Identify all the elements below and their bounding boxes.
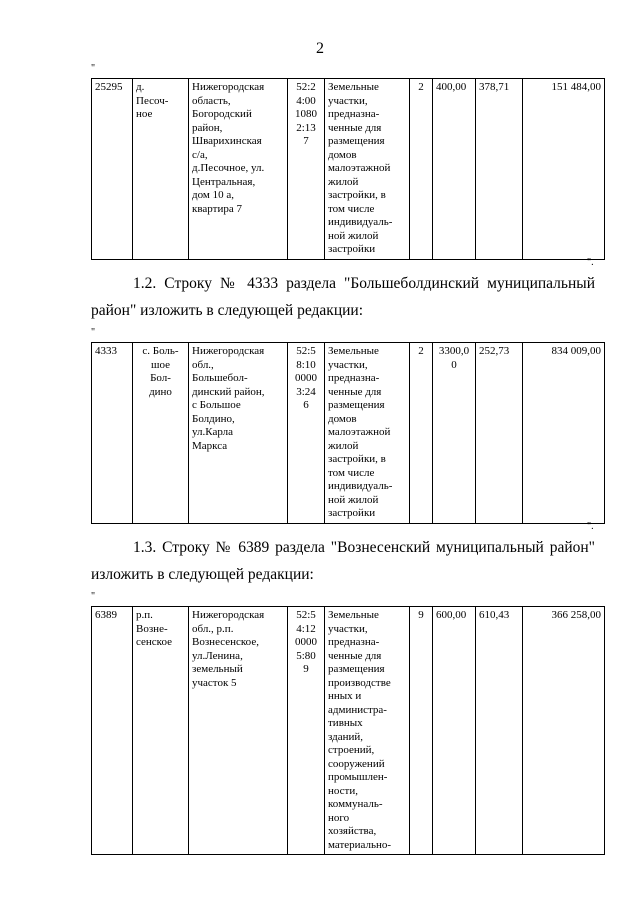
- table-row: [92, 79, 605, 260]
- land-register-table: [91, 78, 605, 260]
- paragraph-1-2: [91, 270, 595, 324]
- land-use: Земельные участки, предназна- ченные для размещения производстве нных и администра- тивных зданий, строений, сооружений промышлен- ности, коммуналь- ного хозяйства, материально-: [325, 607, 410, 855]
- open-quote: ": [91, 63, 96, 74]
- table-row: [92, 607, 605, 855]
- use-group: 2: [410, 79, 433, 260]
- cadastral-value: 151 484,00: [523, 79, 605, 260]
- specific-cadastral-value: 252,73: [476, 343, 523, 524]
- cadastral-number: 52:5 8:10 0000 3:24 6: [288, 343, 325, 524]
- cadastral-value: 834 009,00: [523, 343, 605, 524]
- row-number: 6389: [92, 607, 133, 855]
- area: 600,00: [433, 607, 476, 855]
- area: 400,00: [433, 79, 476, 260]
- address: Нижегородская обл., Большебол- динский район, с Большое Болдино, ул.Карла Маркса: [189, 343, 288, 524]
- land-register-table: [91, 606, 605, 855]
- page-number: 2: [316, 40, 324, 57]
- settlement: р.п. Возне- сенское: [133, 607, 189, 855]
- paragraph-line: 1.3. Строку № 6389 раздела "Вознесенский муниципальный район": [133, 539, 595, 556]
- close-quote: ".: [587, 257, 594, 268]
- cadastral-number: 52:2 4:00 1080 2:13 7: [288, 79, 325, 260]
- address: Нижегородская обл., р.п. Вознесенское, ул.Ленина, земельный участок 5: [189, 607, 288, 855]
- table-row: [92, 343, 605, 524]
- settlement: д. Песоч- ное: [133, 79, 189, 260]
- cadastral-number: 52:5 4:12 0000 5:80 9: [288, 607, 325, 855]
- paragraph-1-3: [91, 534, 595, 588]
- row-number: 4333: [92, 343, 133, 524]
- settlement: с. Боль- шое Бол- дино: [133, 343, 189, 524]
- use-group: 9: [410, 607, 433, 855]
- land-use: Земельные участки, предназна- ченные для размещения домов малоэтажной жилой застройки, в том числе индивидуаль- ной жилой застройки: [325, 79, 410, 260]
- use-group: 2: [410, 343, 433, 524]
- specific-cadastral-value: 610,43: [476, 607, 523, 855]
- address: Нижегородская область, Богородский район, Шварихинская с/а, д.Песочное, ул. Центральная, дом 10 а, квартира 7: [189, 79, 288, 260]
- cadastral-value: 366 258,00: [523, 607, 605, 855]
- land-use: Земельные участки, предназна- ченные для размещения домов малоэтажной жилой застройки, в том числе индивидуаль- ной жилой застройки: [325, 343, 410, 524]
- paragraph-line: 1.2. Строку № 4333 раздела "Большеболдинский муниципальный: [133, 275, 595, 292]
- row-number: 25295: [92, 79, 133, 260]
- paragraph-line: район" изложить в следующей редакции:: [91, 302, 364, 319]
- specific-cadastral-value: 378,71: [476, 79, 523, 260]
- open-quote: ": [91, 327, 96, 338]
- paragraph-line: изложить в следующей редакции:: [91, 566, 314, 583]
- area: 3300,0 0: [433, 343, 476, 524]
- close-quote: ".: [587, 521, 594, 532]
- land-register-table: [91, 342, 605, 524]
- open-quote: ": [91, 591, 96, 602]
